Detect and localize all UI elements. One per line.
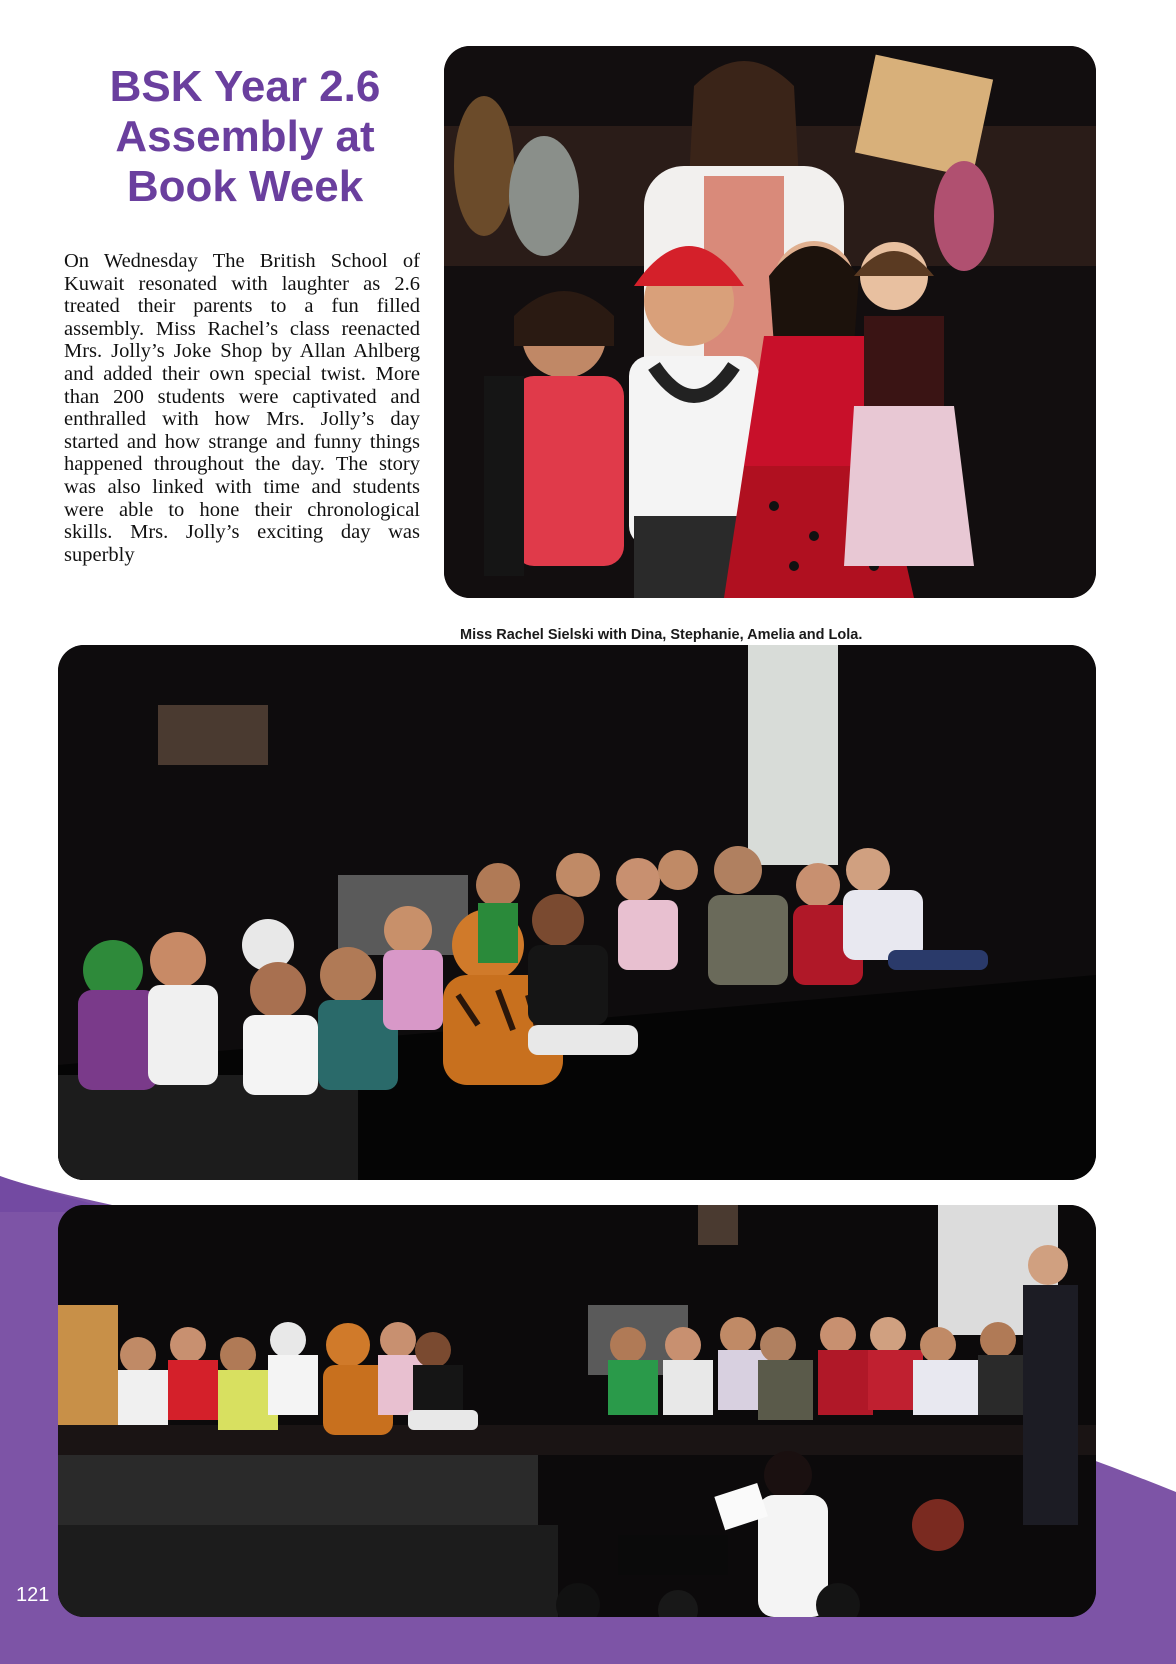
photo-caption: Miss Rachel Sielski with Dina, Stephanie, Amelia and Lola. [460, 626, 863, 643]
photo-children-on-stage [58, 645, 1096, 1180]
title-line-2: Assembly at [115, 112, 375, 161]
page-number: 121 [16, 1584, 50, 1606]
photo-stage-wide-shot [58, 1205, 1096, 1617]
photo-teacher-with-students [444, 46, 1096, 598]
title-line-1: BSK Year 2.6 [109, 62, 381, 111]
title-line-3: Book Week [126, 162, 364, 211]
article-body: On Wednesday The British School of Kuwait resonated with laughter as 2.6 treated their parents to a fun filled assembly. Miss Rachel’s class reenacted Mrs. Jolly’s Joke Shop by Allan Ahlberg and added their own special twist. More than 200 students were captivated and enthralled with how Mrs. Jolly’s day started and how strange and funny things happened throughout the day. The story was also linked with time and students were able to hone their chronological skills. Mrs. Jolly’s exciting day was superbly [64, 250, 420, 566]
article-title [60, 62, 430, 212]
